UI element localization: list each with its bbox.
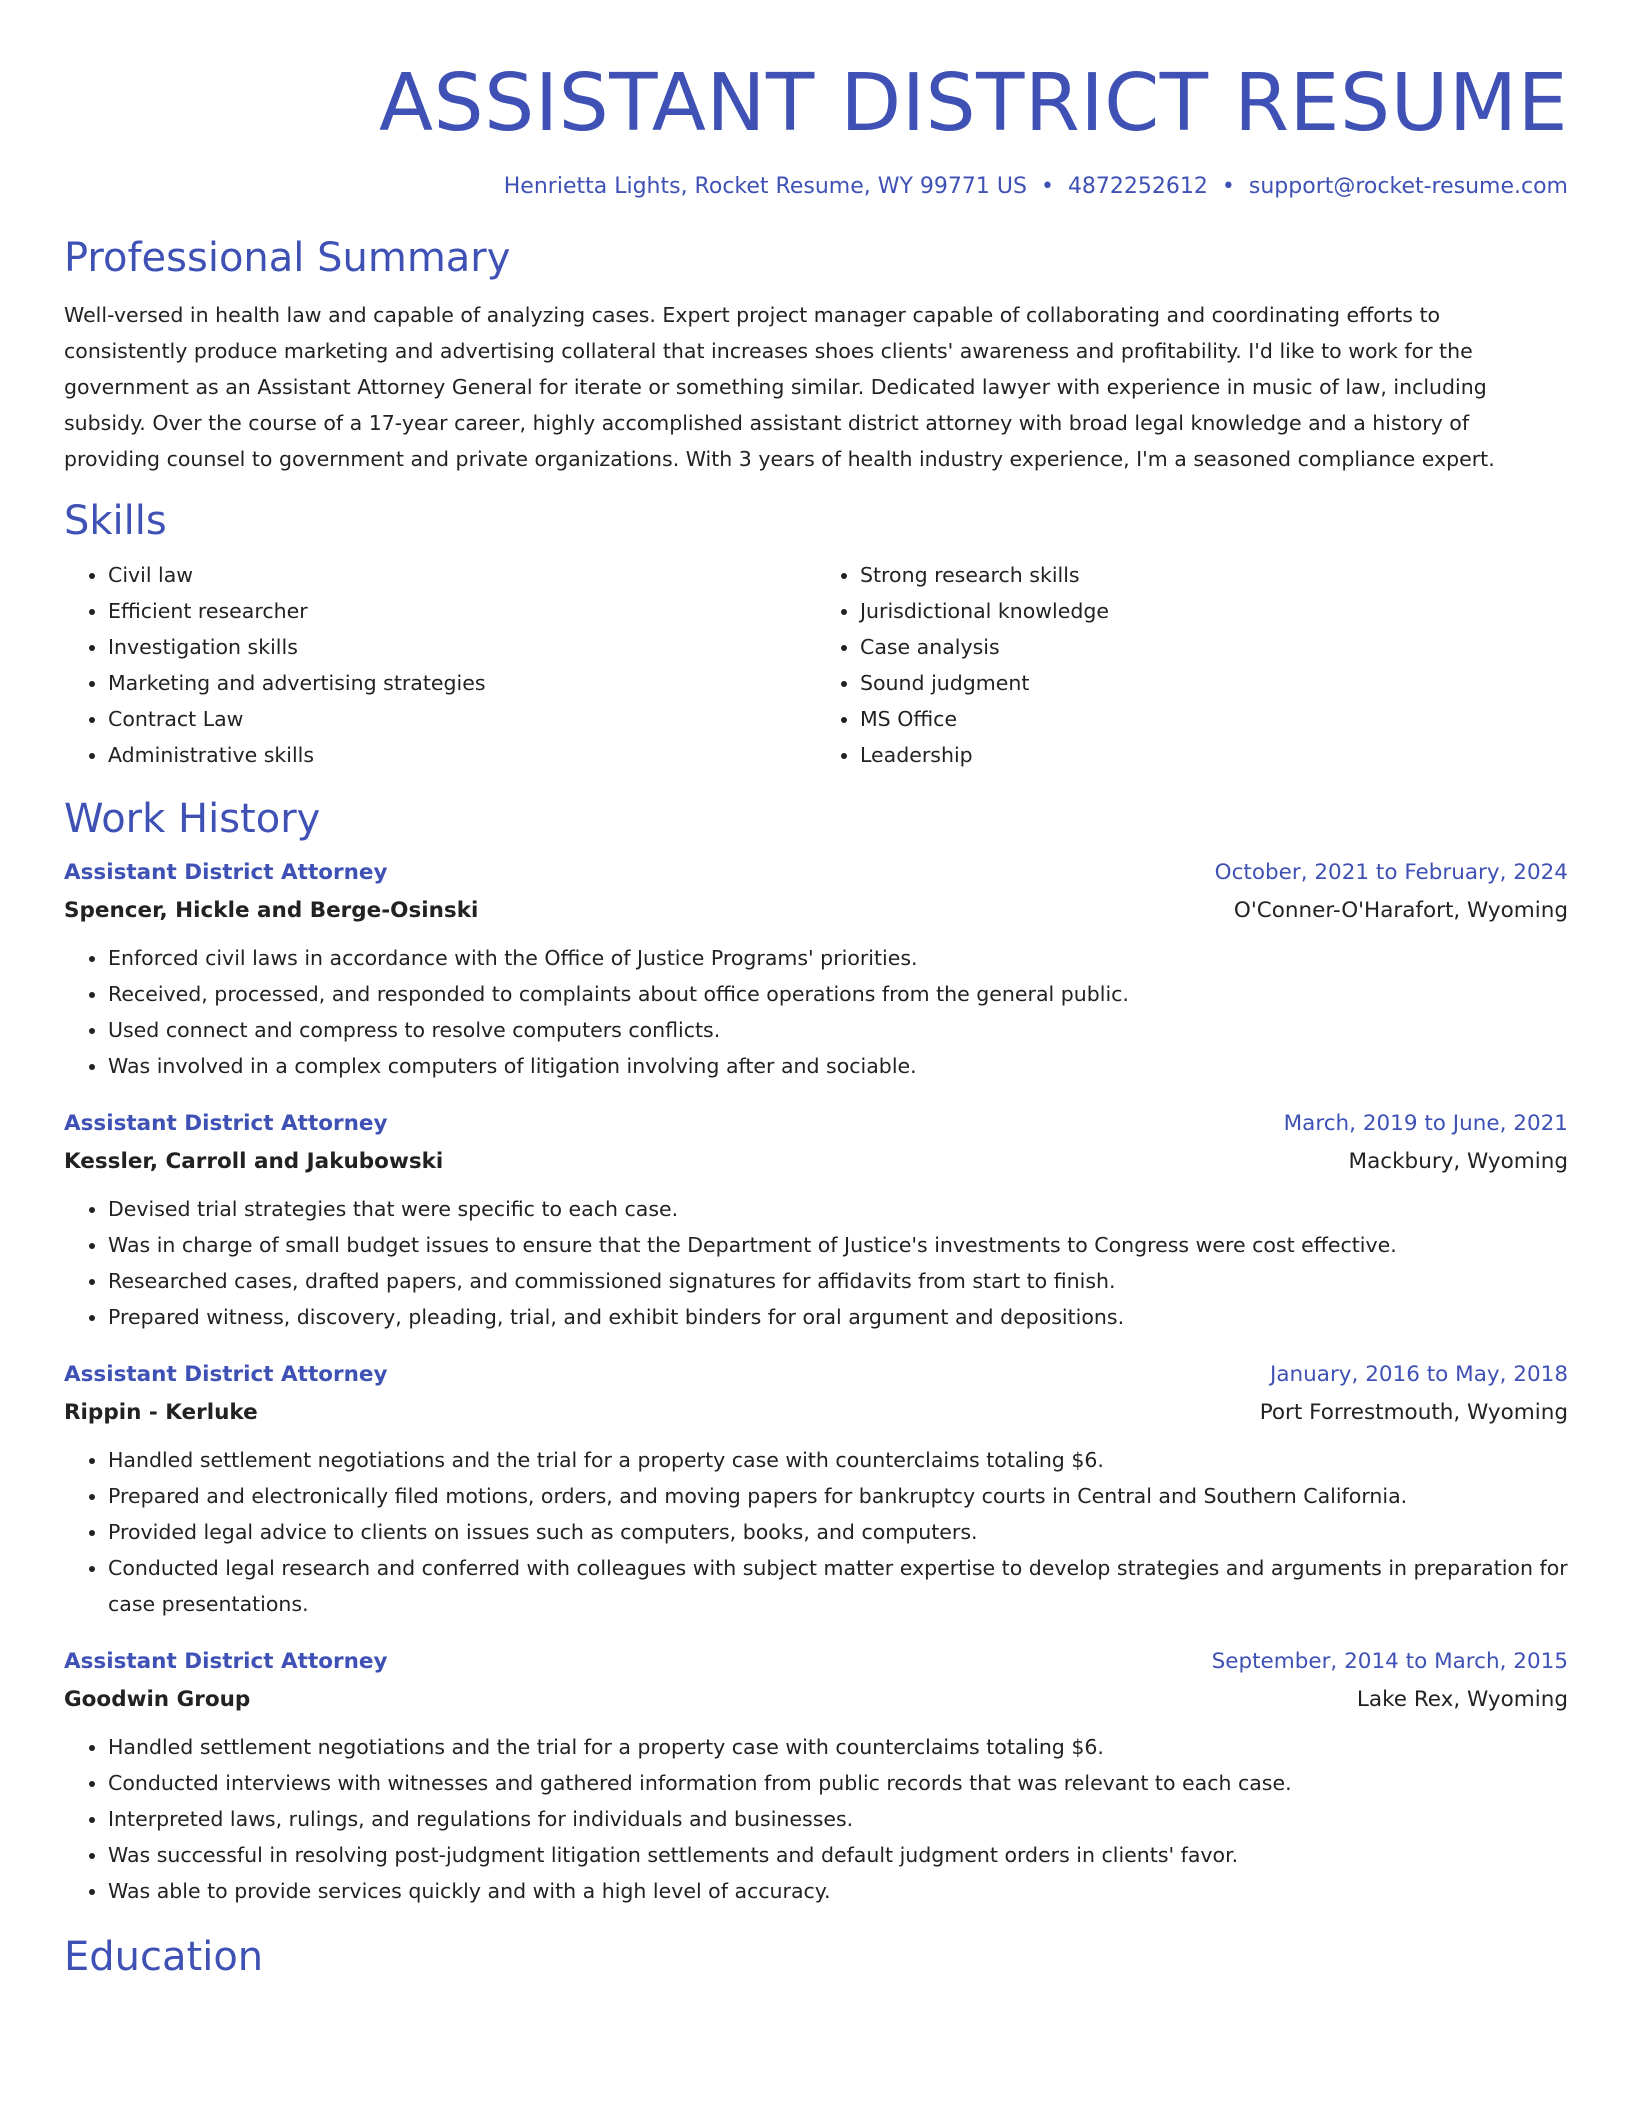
job-header-row xyxy=(64,855,1568,891)
skills-list-left xyxy=(64,557,816,773)
job-location: Port Forrestmouth, Wyoming xyxy=(1259,1400,1568,1425)
job-dates: September, 2014 to March, 2015 xyxy=(1211,1649,1568,1674)
job-bullets xyxy=(64,1442,1568,1622)
job-bullet: • Conducted interviews with witnesses and gathered information from public records that was relevant to each case. xyxy=(108,1765,1568,1801)
job-role: Assistant District Attorney xyxy=(64,860,388,885)
contact-line xyxy=(64,172,1568,202)
job-header-row xyxy=(64,1357,1568,1393)
job-entry xyxy=(64,1644,1568,1909)
skill-item: • Administrative skills xyxy=(108,737,816,773)
job-entry xyxy=(64,1357,1568,1622)
job-bullet: • Provided legal advice to clients on issues such as computers, books, and computers. xyxy=(108,1514,1568,1550)
skill-item: • Marketing and advertising strategies xyxy=(108,665,816,701)
skill-item: • Efficient researcher xyxy=(108,593,816,629)
job-role: Assistant District Attorney xyxy=(64,1362,388,1387)
job-employer-row xyxy=(64,891,1568,931)
job-bullet: • Enforced civil laws in accordance with the Office of Justice Programs' priorities. xyxy=(108,940,1568,976)
skills-heading: Skills xyxy=(64,498,167,544)
education-heading: Education xyxy=(64,1934,264,1980)
job-bullet: • Devised trial strategies that were specific to each case. xyxy=(108,1191,1568,1227)
skill-item: • Sound judgment xyxy=(860,665,1568,701)
skill-item: • Jurisdictional knowledge xyxy=(860,593,1568,629)
job-company: Goodwin Group xyxy=(64,1687,251,1712)
job-bullet: • Handled settlement negotiations and the trial for a property case with counterclaims totaling $6. xyxy=(108,1442,1568,1478)
job-entry xyxy=(64,855,1568,1084)
skill-item: • Contract Law xyxy=(108,701,816,737)
job-employer-row xyxy=(64,1680,1568,1720)
job-bullet: • Used connect and compress to resolve computers conflicts. xyxy=(108,1012,1568,1048)
job-bullets xyxy=(64,1729,1568,1909)
job-bullets xyxy=(64,1191,1568,1335)
skill-item: • Strong research skills xyxy=(860,557,1568,593)
summary-heading: Professional Summary xyxy=(64,235,511,281)
job-header-row xyxy=(64,1106,1568,1142)
job-bullet: • Prepared and electronically filed motions, orders, and moving papers for bankruptcy courts in Central and Southern California. xyxy=(108,1478,1568,1514)
job-bullet: • Was successful in resolving post-judgment litigation settlements and default judgment orders in clients' favor. xyxy=(108,1837,1568,1873)
job-role: Assistant District Attorney xyxy=(64,1111,388,1136)
job-bullet: • Interpreted laws, rulings, and regulations for individuals and businesses. xyxy=(108,1801,1568,1837)
skill-item: • MS Office xyxy=(860,701,1568,737)
job-bullet: • Researched cases, drafted papers, and commissioned signatures for affidavits from start to finish. xyxy=(108,1263,1568,1299)
skill-item: • Case analysis xyxy=(860,629,1568,665)
work-history-heading: Work History xyxy=(64,796,321,842)
job-bullet: • Was in charge of small budget issues to ensure that the Department of Justice's investments to Congress were cost effective. xyxy=(108,1227,1568,1263)
contact-separator: • xyxy=(1040,174,1054,199)
job-bullet: • Conducted legal research and conferred with colleagues with subject matter expertise to develop strategies and arguments in preparation for case presentations. xyxy=(108,1550,1568,1622)
resume-title: ASSISTANT DISTRICT RESUME xyxy=(378,57,1568,149)
job-header-row xyxy=(64,1644,1568,1680)
job-location: Mackbury, Wyoming xyxy=(1348,1149,1568,1174)
job-employer-row xyxy=(64,1142,1568,1182)
contact-separator: • xyxy=(1221,174,1235,199)
skill-item: • Civil law xyxy=(108,557,816,593)
job-role: Assistant District Attorney xyxy=(64,1649,388,1674)
job-employer-row xyxy=(64,1393,1568,1433)
job-entry xyxy=(64,1106,1568,1335)
job-location: Lake Rex, Wyoming xyxy=(1356,1687,1568,1712)
job-dates: October, 2021 to February, 2024 xyxy=(1214,860,1568,885)
skill-item: • Leadership xyxy=(860,737,1568,773)
job-bullet: • Handled settlement negotiations and the trial for a property case with counterclaims totaling $6. xyxy=(108,1729,1568,1765)
skills-grid xyxy=(64,557,1568,773)
resume-page xyxy=(64,0,1568,1983)
summary-text: Well-versed in health law and capable of analyzing cases. Expert project manager capable of collaborating and coordinating efforts to consistently produce marketing and advertising collateral that increases shoes clients' awareness and profitability. I'd like to work for the government as an Assistant Attorney General for iterate or something similar. Dedicated lawyer with experience in music of law, including subsidy. Over the course of a 17-year career, highly accomplished assistant district attorney with broad legal knowledge and a history of providing counsel to government and private organizations. With 3 years of health industry experience, I'm a seasoned compliance expert. xyxy=(64,303,1495,471)
contact-email[interactable]: support@rocket-resume.com xyxy=(1248,174,1568,199)
job-dates: March, 2019 to June, 2021 xyxy=(1283,1111,1568,1136)
job-bullets xyxy=(64,940,1568,1084)
job-bullet: • Received, processed, and responded to complaints about office operations from the general public. xyxy=(108,976,1568,1012)
job-location: O'Conner-O'Harafort, Wyoming xyxy=(1233,898,1568,923)
contact-address: Henrietta Lights, Rocket Resume, WY 99771 US xyxy=(503,174,1027,199)
skills-list-right xyxy=(816,557,1568,773)
job-bullet: • Was able to provide services quickly and with a high level of accuracy. xyxy=(108,1873,1568,1909)
job-dates: January, 2016 to May, 2018 xyxy=(1270,1362,1568,1387)
contact-phone: 4872252612 xyxy=(1067,174,1208,199)
job-company: Rippin - Kerluke xyxy=(64,1400,258,1425)
job-company: Spencer, Hickle and Berge-Osinski xyxy=(64,898,479,923)
job-company: Kessler, Carroll and Jakubowski xyxy=(64,1149,444,1174)
job-bullet: • Was involved in a complex computers of litigation involving after and sociable. xyxy=(108,1048,1568,1084)
job-bullet: • Prepared witness, discovery, pleading, trial, and exhibit binders for oral argument and depositions. xyxy=(108,1299,1568,1335)
skill-item: • Investigation skills xyxy=(108,629,816,665)
